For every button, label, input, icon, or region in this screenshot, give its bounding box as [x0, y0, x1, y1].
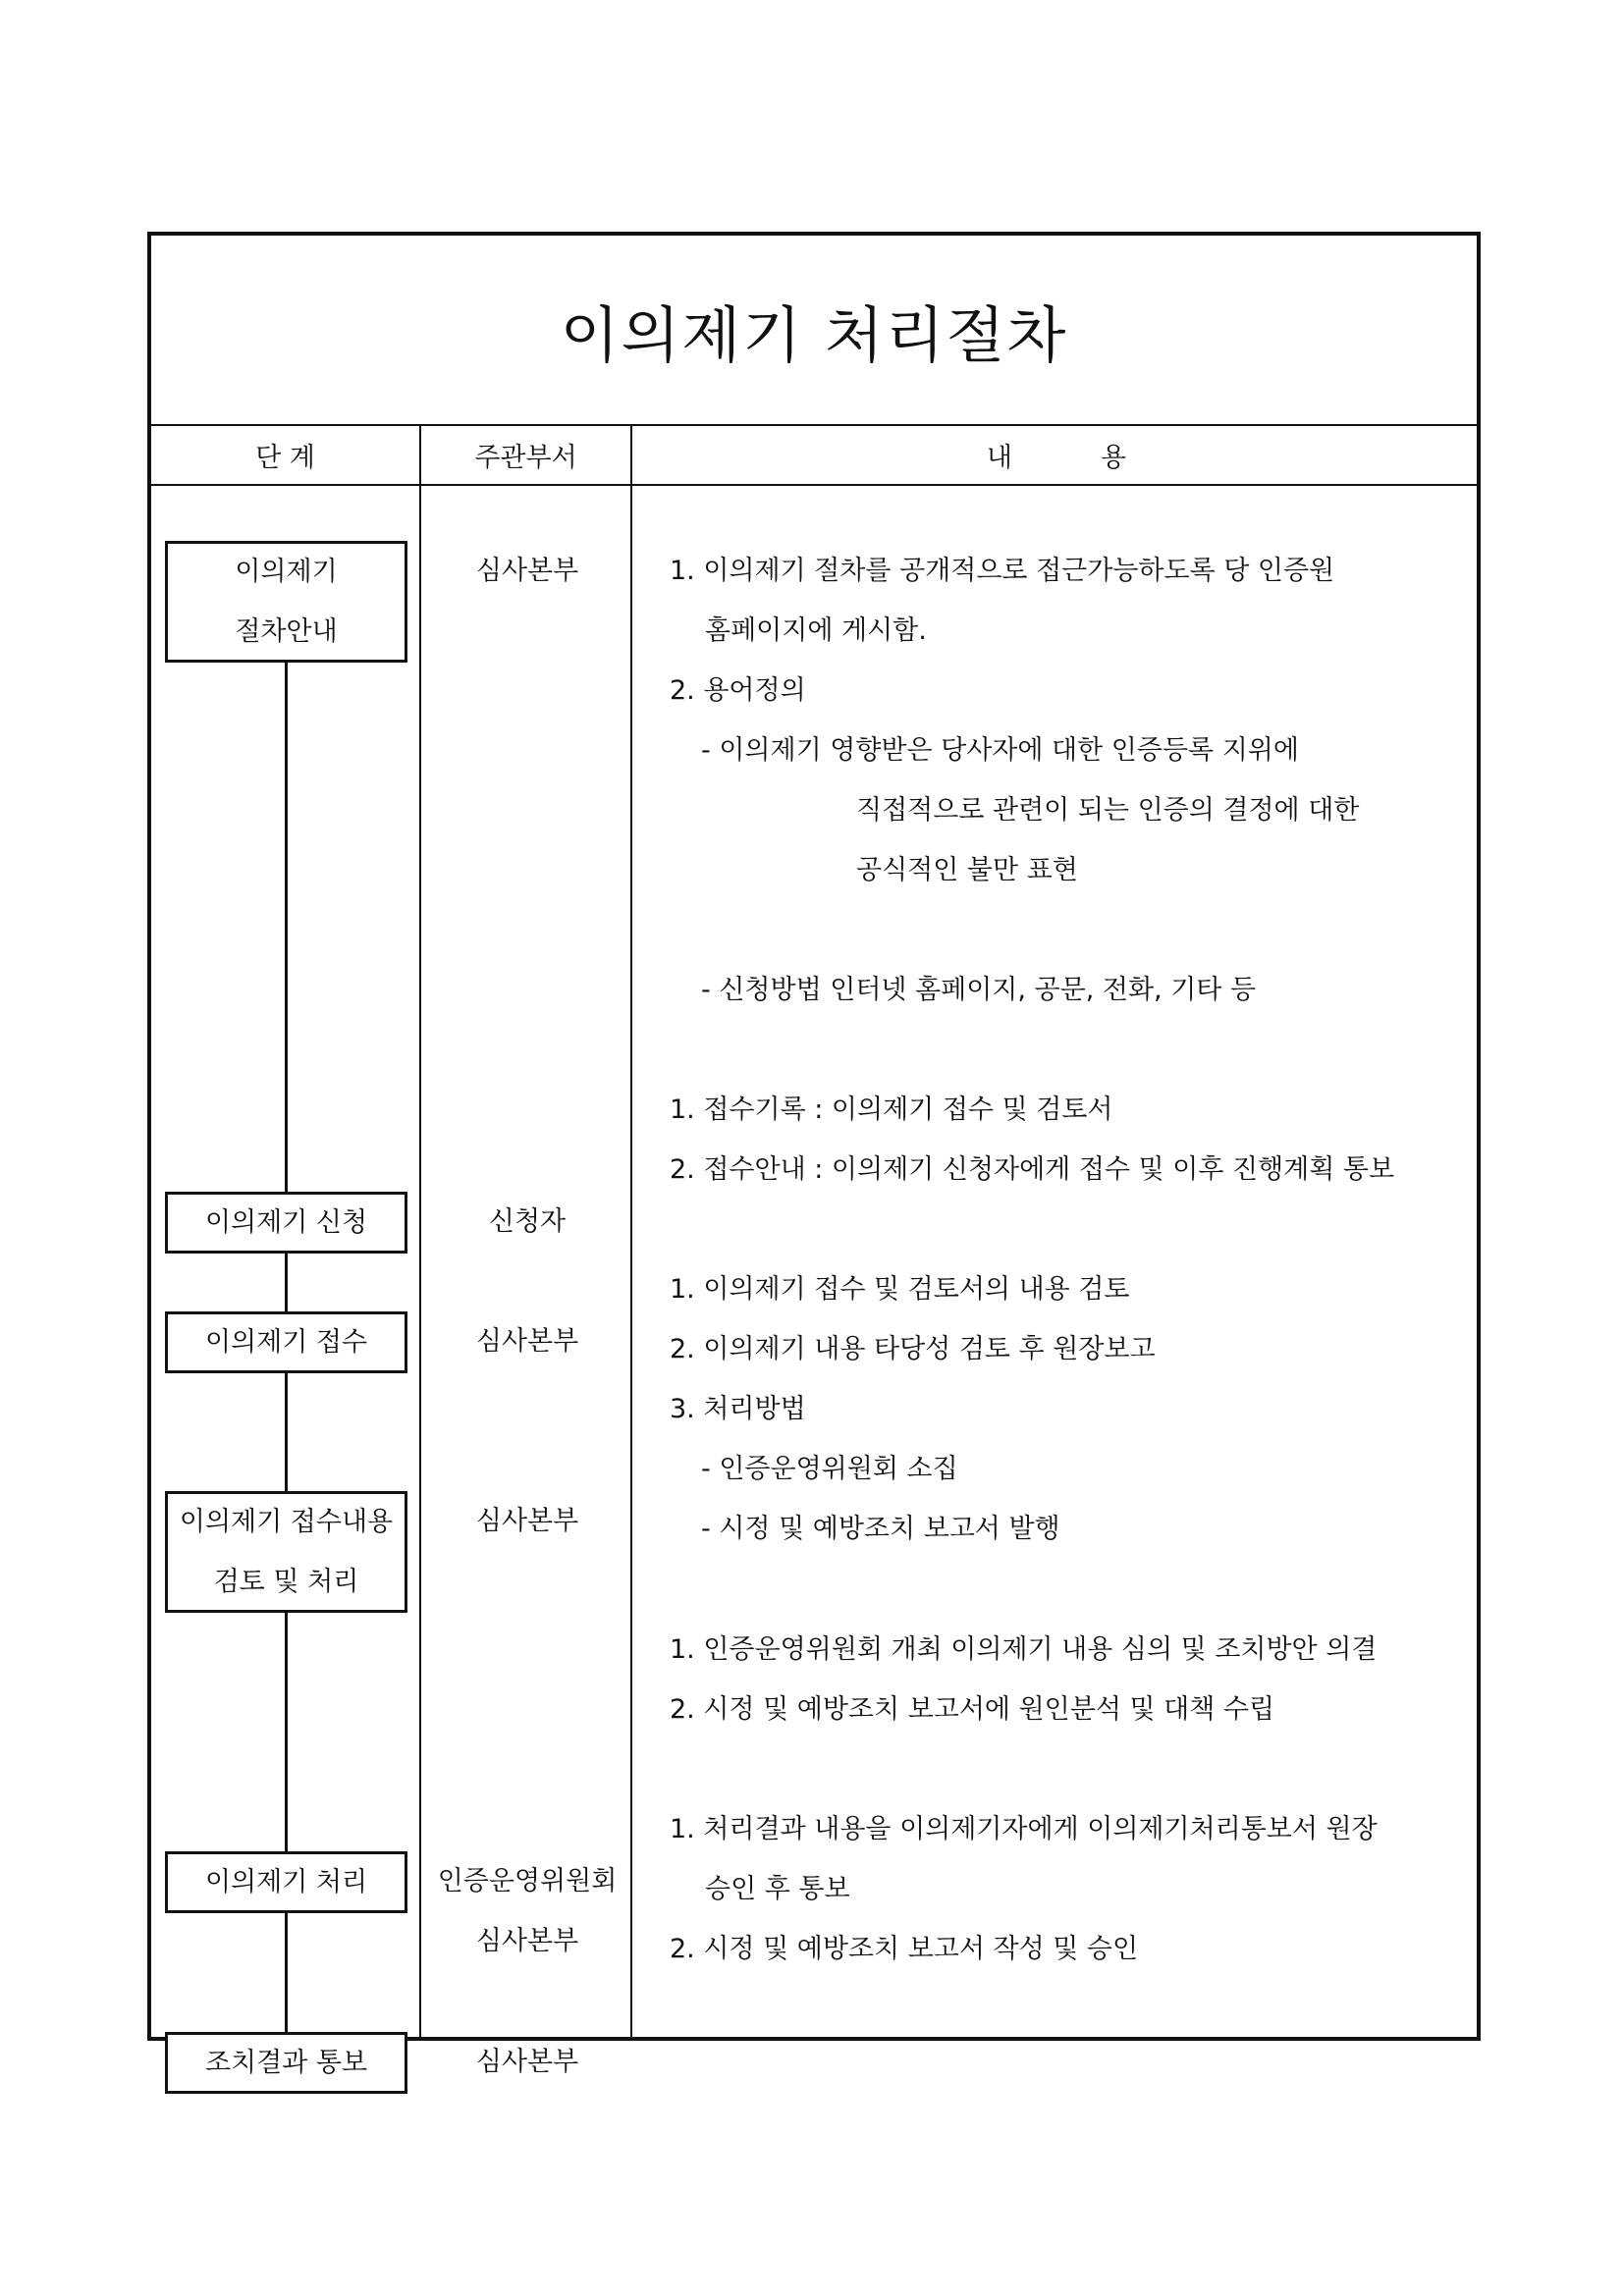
content-line: 직접적으로 관련이 되는 인증의 결정에 대한: [856, 795, 1360, 826]
dept-cell: [424, 1192, 630, 1252]
dept-label: 신청자: [488, 1206, 567, 1237]
dept-label: 심사본부: [475, 2047, 579, 2077]
content-line: 2. 시정 및 예방조치 보고서 작성 및 승인: [670, 1934, 1139, 1964]
stage-box-processing: [165, 1851, 407, 1913]
stage-label: 조치결과 통보: [204, 2048, 368, 2078]
stage-label: 절차안내: [235, 616, 338, 647]
stage-label: 검토 및 처리: [213, 1567, 359, 1597]
stage-box-procedure-guide: [165, 541, 407, 663]
content-line: 1. 인증운영위원회 개최 이의제기 내용 심의 및 조치방안 의결: [670, 1634, 1378, 1665]
content-line: 승인 후 통보: [705, 1874, 850, 1904]
column-divider: [419, 424, 421, 2037]
dept-label: 심사본부: [475, 1326, 579, 1357]
column-divider: [630, 424, 632, 2037]
dept-label: 심사본부: [475, 556, 579, 586]
content-line: 2. 이의제기 내용 타당성 검토 후 원장보고: [670, 1334, 1156, 1364]
header-content: [632, 425, 1481, 484]
flow-connector: [285, 662, 288, 1192]
content-line: 3. 처리방법: [670, 1394, 806, 1424]
header-dept: 주관부서: [474, 442, 577, 473]
dept-cell: [424, 2032, 630, 2092]
flow-connector: [285, 1372, 288, 1491]
dept-label: 인증운영위원회: [437, 1866, 618, 1896]
stage-box-review: [165, 1491, 407, 1613]
divider: [151, 484, 1477, 486]
content-line: - 인증운영위원회 소집: [701, 1454, 958, 1484]
flow-connector: [285, 1253, 288, 1311]
stage-label: 이의제기: [235, 557, 338, 587]
stage-box-receipt: [165, 1311, 407, 1373]
header-content-label: 용: [1101, 442, 1127, 473]
content-line: - 시정 및 예방조치 보고서 발행: [701, 1514, 1060, 1544]
dept-cell: [424, 1311, 630, 1371]
dept-cell: [424, 1491, 630, 1551]
header-stage: 단 계: [255, 442, 315, 473]
stage-box-application: [165, 1192, 407, 1254]
dept-cell: [424, 1851, 630, 1971]
content-line: 홈페이지에 게시함.: [705, 615, 927, 646]
stage-label: 이의제기 처리: [204, 1867, 368, 1897]
content-line: 2. 용어정의: [670, 675, 806, 706]
flow-connector: [285, 1912, 288, 2032]
dept-label: 심사본부: [475, 1506, 579, 1536]
dept-label: 심사본부: [475, 1926, 579, 1956]
content-line: 2. 시정 및 예방조치 보고서에 원인분석 및 대책 수립: [670, 1694, 1275, 1725]
content-line: - 이의제기 영향받은 당사자에 대한 인증등록 지위에: [701, 735, 1299, 766]
content-line: 2. 접수안내 : 이의제기 신청자에게 접수 및 이후 진행계획 통보: [670, 1154, 1395, 1185]
stage-label: 이의제기 접수내용: [179, 1507, 394, 1537]
content-line: - 신청방법 인터넷 홈페이지, 공문, 전화, 기타 등: [701, 975, 1257, 1005]
content-line: 공식적인 불만 표현: [856, 855, 1078, 885]
stage-label: 이의제기 신청: [204, 1207, 368, 1238]
dept-cell: [424, 541, 630, 601]
page-title: 이의제기 처리절차: [560, 298, 1068, 371]
content-line: 1. 접수기록 : 이의제기 접수 및 검토서: [670, 1095, 1113, 1125]
content-line: 1. 이의제기 절차를 공개적으로 접근가능하도록 당 인증원: [670, 556, 1335, 586]
procedure-table: [147, 232, 1481, 2078]
stage-label: 이의제기 접수: [204, 1327, 368, 1358]
content-line: 1. 이의제기 접수 및 검토서의 내용 검토: [670, 1274, 1130, 1305]
content-line: 1. 처리결과 내용을 이의제기자에게 이의제기처리통보서 원장: [670, 1814, 1378, 1844]
stage-box-result-notice: [165, 2032, 407, 2094]
header-content-label: 내: [986, 442, 1012, 473]
flow-connector: [285, 1612, 288, 1851]
